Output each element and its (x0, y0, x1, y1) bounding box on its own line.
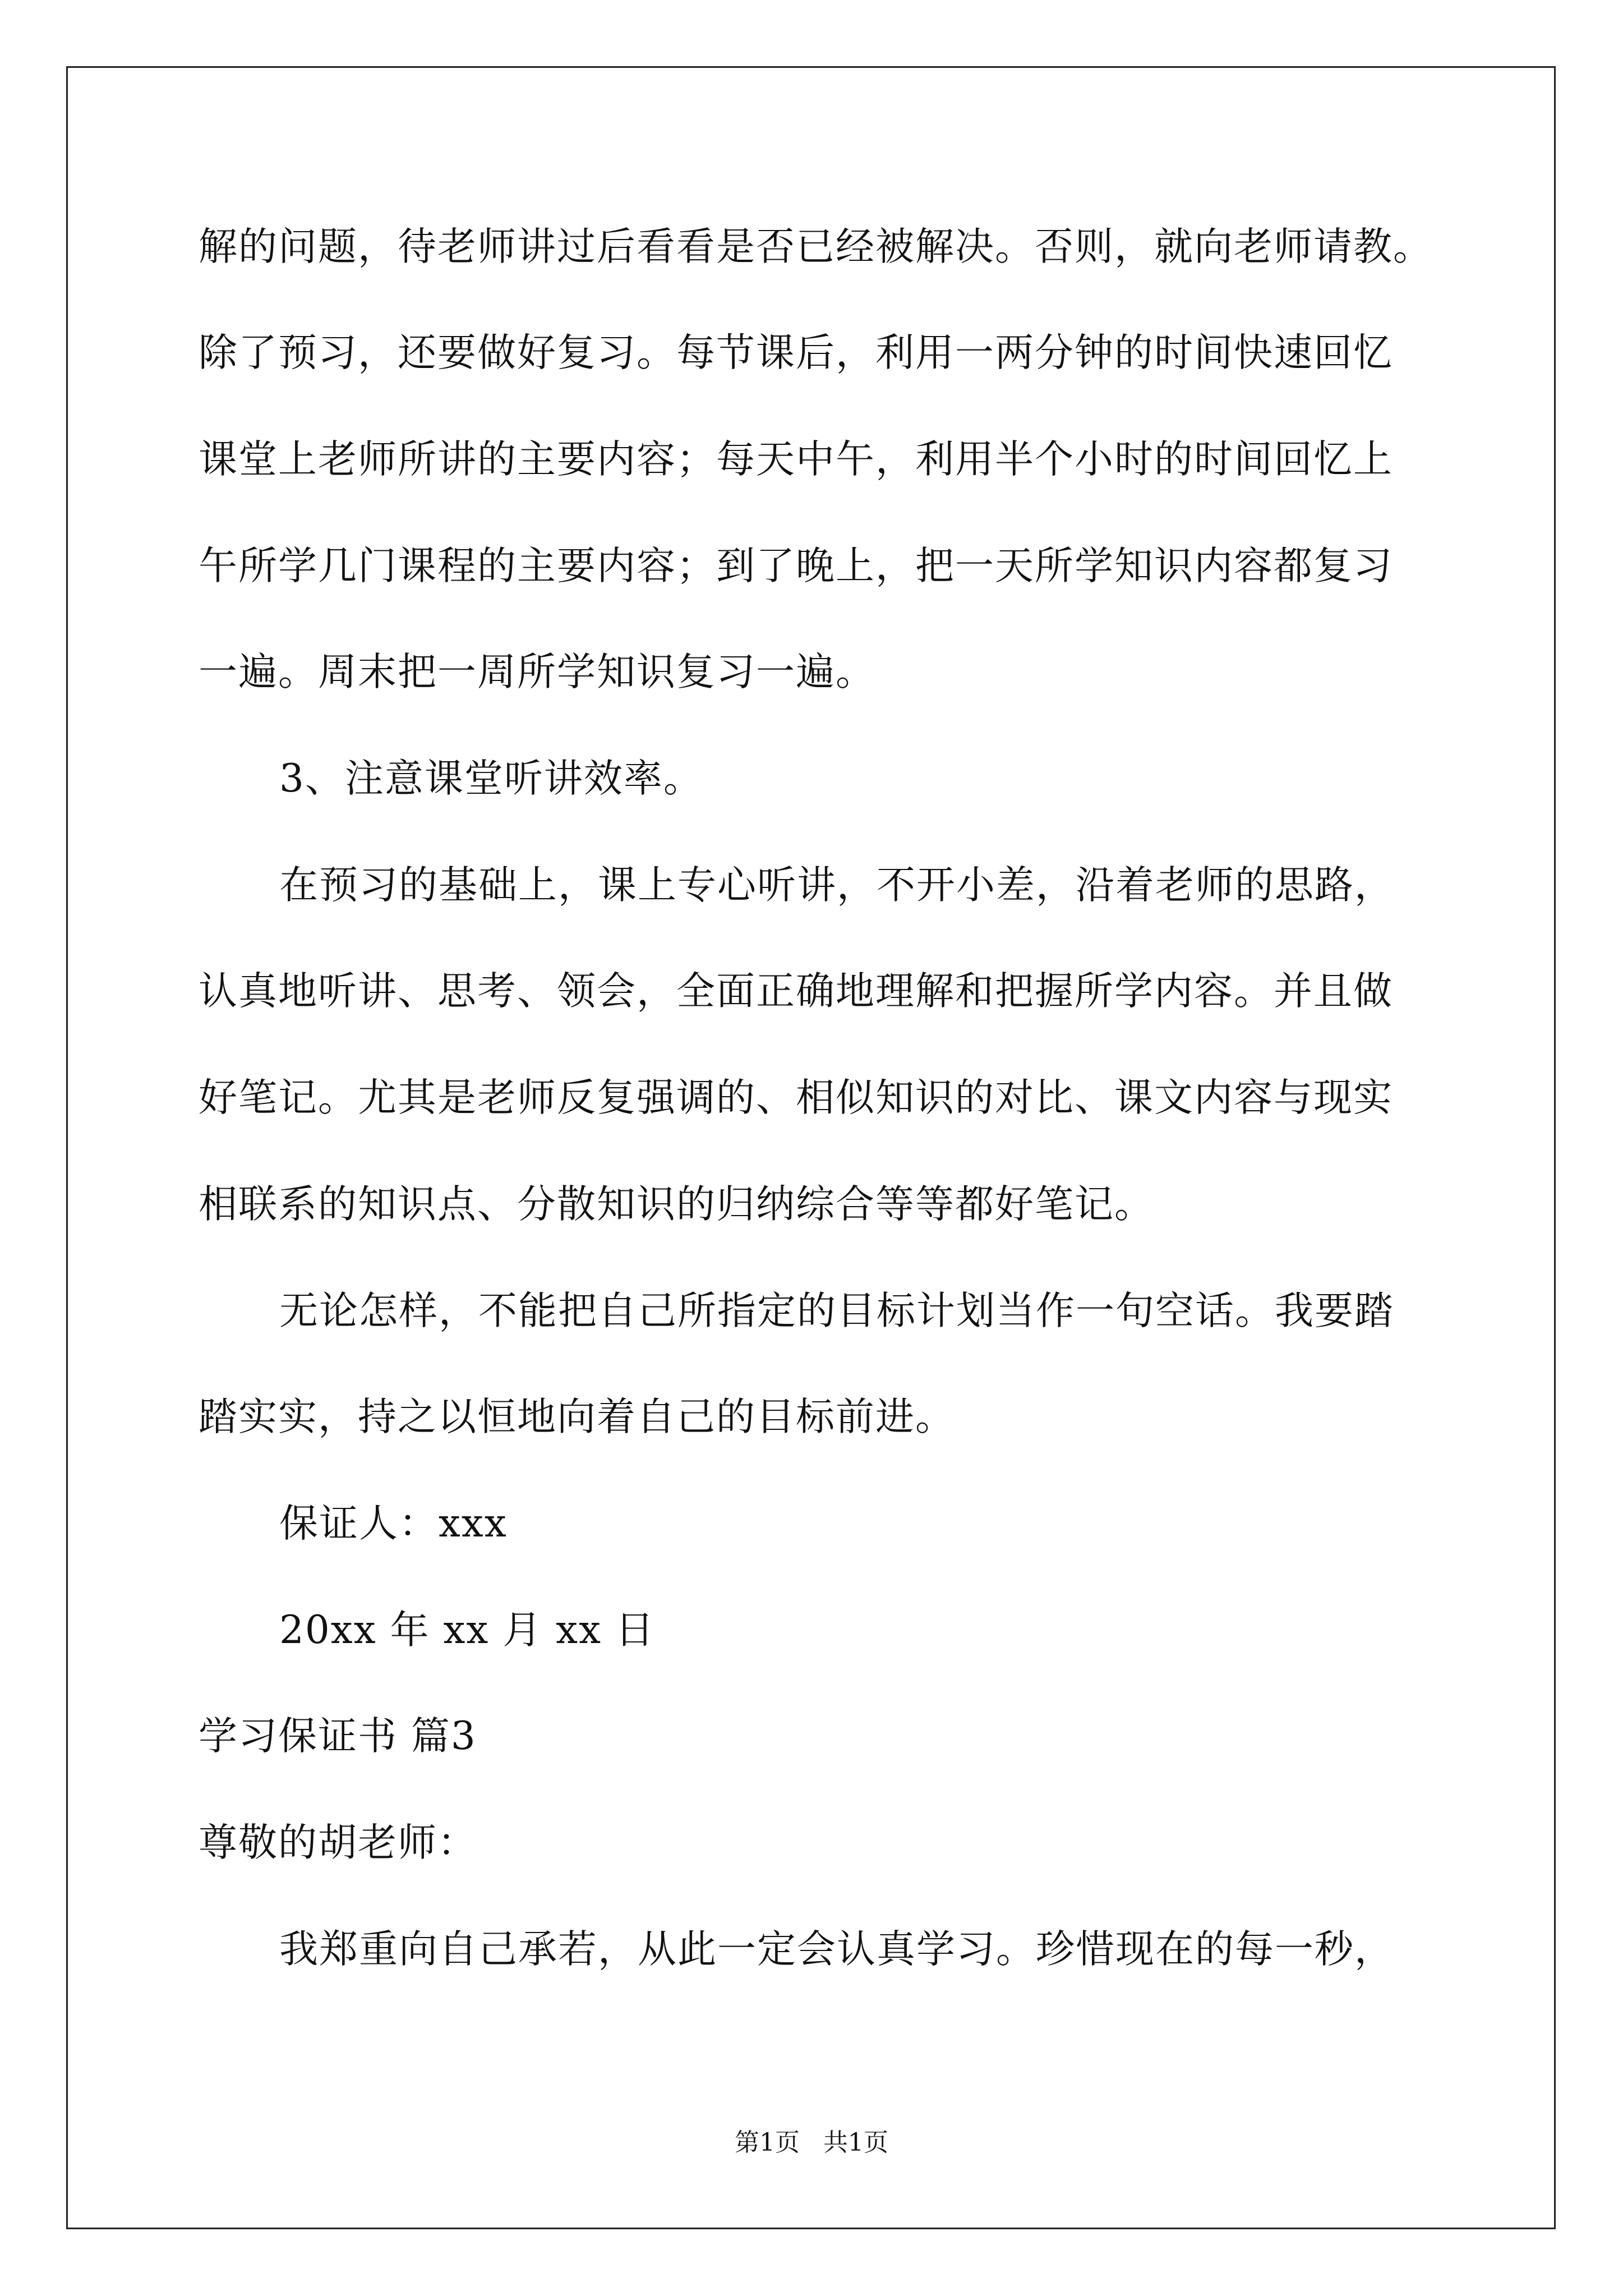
page-border (66, 66, 1556, 2229)
text-line: 无论怎样，不能把自己所指定的目标计划当作一句空话。我要踏 (279, 1289, 1394, 1333)
page-footer: 第1页 共1页 (735, 2128, 888, 2157)
date-line: 20xx 年 xx 月 xx 日 (279, 1608, 655, 1653)
guarantor-line: 保证人：xxx (279, 1501, 508, 1546)
text-line: 在预习的基础上，课上专心听讲，不开小差，沿着老师的思路， (279, 863, 1394, 908)
salutation: 尊敬的胡老师： (199, 1820, 477, 1865)
text-line: 一遍。周末把一周所学知识复习一遍。 (199, 650, 875, 694)
text-line: 课堂上老师所讲的主要内容；每天中午，利用半个小时的时间回忆上 (199, 437, 1393, 482)
text-line: 午所学几门课程的主要内容；到了晚上，把一天所学知识内容都复习 (199, 544, 1393, 588)
text-line: 好笔记。尤其是老师反复强调的、相似知识的对比、课文内容与现实 (199, 1075, 1393, 1120)
text-line: 解的问题，待老师讲过后看看是否已经被解决。否则，就向老师请教。 (199, 224, 1433, 269)
section-heading: 3、注意课堂听讲效率。 (279, 756, 703, 801)
text-line: 相联系的知识点、分散知识的归纳综合等等都好笔记。 (199, 1182, 1154, 1227)
text-line: 除了预习，还要做好复习。每节课后，利用一两分钟的时间快速回忆 (199, 330, 1393, 375)
text-line: 认真地听讲、思考、领会，全面正确地理解和把握所学内容。并且做 (199, 969, 1393, 1014)
text-line: 踏实实，持之以恒地向着自己的目标前进。 (199, 1395, 955, 1439)
text-line: 我郑重向自己承若，从此一定会认真学习。珍惜现在的每一秒， (279, 1927, 1394, 1972)
article-title: 学习保证书 篇3 (199, 1714, 477, 1759)
